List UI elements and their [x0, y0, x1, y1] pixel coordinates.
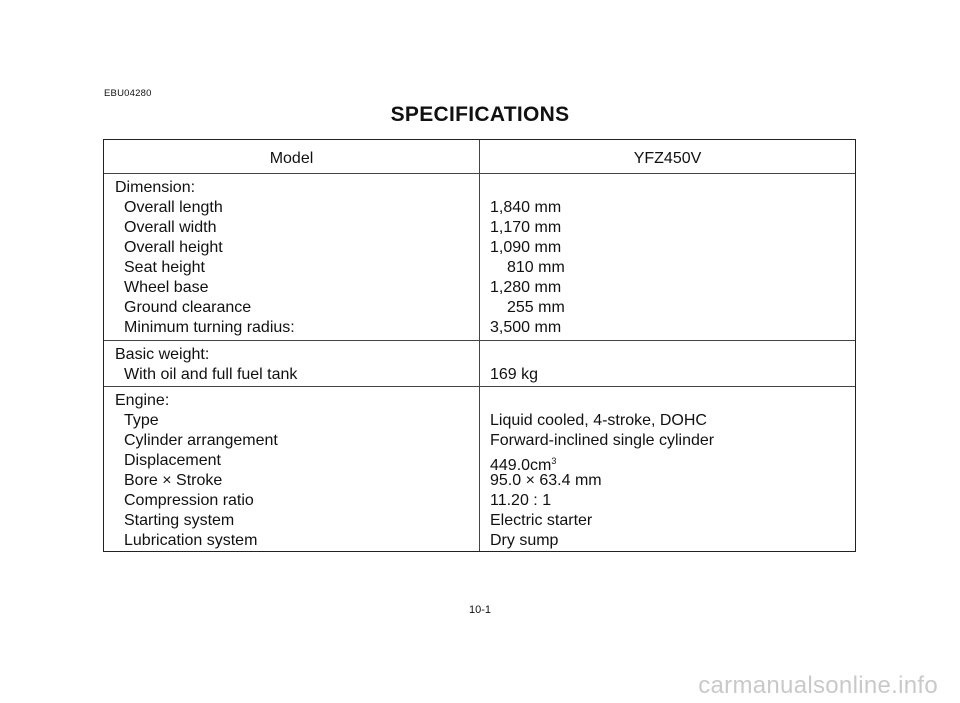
spec-value-displacement	[490, 451, 714, 474]
spec-value: 255 mm	[507, 299, 565, 316]
spec-value: 1,280 mm	[490, 279, 562, 296]
column-divider	[479, 140, 480, 551]
spec-label: Starting system	[124, 512, 235, 529]
spec-value: 3,500 mm	[490, 319, 562, 336]
document-code: EBU04280	[104, 88, 152, 99]
section-heading: Dimension:	[115, 179, 196, 196]
spec-label: Lubrication system	[124, 532, 258, 549]
spec-label: Overall length	[124, 199, 223, 216]
spec-value: 95.0 × 63.4 mm	[490, 472, 602, 489]
section-heading: Engine:	[115, 392, 170, 409]
spec-value: Electric starter	[490, 512, 593, 529]
spec-label: Minimum turning radius:	[124, 319, 295, 336]
page-title: SPECIFICATIONS	[390, 103, 570, 126]
spec-value: 449.0cm	[490, 457, 552, 474]
spec-label: Displacement	[124, 452, 221, 469]
spec-label: Wheel base	[124, 279, 209, 296]
spec-value: Liquid cooled, 4-stroke, DOHC	[490, 412, 707, 429]
spec-value: 1,170 mm	[490, 219, 562, 236]
spec-label: Overall height	[124, 239, 223, 256]
spec-label: Bore × Stroke	[124, 472, 223, 489]
spec-value: 1,090 mm	[490, 239, 562, 256]
spec-label: With oil and full fuel tank	[124, 366, 298, 383]
spec-label: Seat height	[124, 259, 205, 276]
spec-value: 11.20 : 1	[490, 492, 552, 509]
specifications-table	[103, 139, 856, 552]
page-number: 10-1	[468, 604, 492, 616]
spec-value: Forward-inclined single cylinder	[490, 432, 715, 449]
header-model-label: Model	[269, 150, 314, 167]
watermark: carmanualsonline.info	[698, 672, 938, 699]
spec-value: 1,840 mm	[490, 199, 562, 216]
spec-value: 810 mm	[507, 259, 565, 276]
spec-value: Dry sump	[490, 532, 559, 549]
superscript-unit: 3	[551, 456, 557, 466]
spec-label: Compression ratio	[124, 492, 254, 509]
header-model-value: YFZ450V	[633, 150, 702, 167]
spec-label: Overall width	[124, 219, 217, 236]
spec-label: Cylinder arrangement	[124, 432, 278, 449]
section-heading: Basic weight:	[115, 346, 210, 363]
section-divider	[104, 386, 855, 387]
spec-label: Type	[124, 412, 159, 429]
spec-value: 169 kg	[490, 366, 539, 383]
header-divider	[104, 173, 855, 174]
section-divider	[104, 340, 855, 341]
spec-label: Ground clearance	[124, 299, 252, 316]
